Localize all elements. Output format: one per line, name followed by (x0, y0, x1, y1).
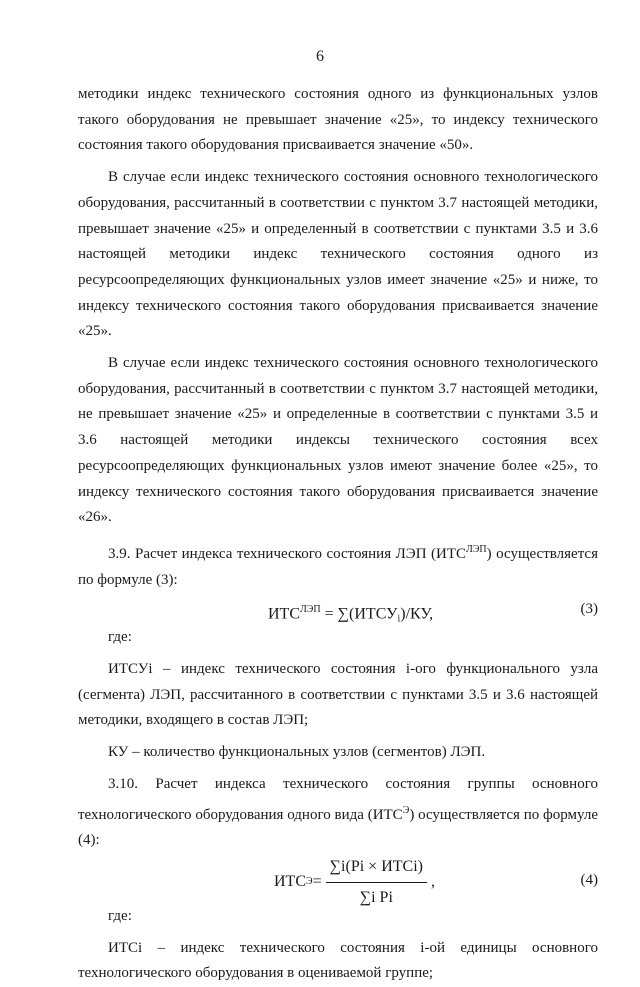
formula-4 (78, 854, 598, 904)
document-body (78, 82, 598, 987)
paragraph-case-1: В случае если индекс технического состояния основного технологического оборудования, рассчитанный в соответствии с пунктом 3.7 настоящей методики, превышает значение «25» и определенный в соответствии с пунктами 3.5 и 3.6 настоящей методики индекс технического состояния одного из ресурсоопределяющих функциональных узлов имеет значение «25» и ниже, то индексу технического состояния такого оборудования присваивается значение «25». (78, 169, 598, 340)
paragraph-continuation: методики индекс технического состояния одного из функциональных узлов такого оборудования не превышает значение «25», то индексу технического состояния такого оборудования присваивается значение «50». (78, 86, 598, 154)
formula-3-expression: $ИТС^{ЛЭП}$ = $\sum(ИТСУ_i)/КУ$, (268, 604, 434, 625)
definition-itsui: ИТСУi – индекс технического состояния i-ого функционального узла (сегмента) ЛЭП, рассчитанного в соответствии с пунктами 3.5 и 3.6 настоящей методики, входящего в состав ЛЭП; (78, 661, 598, 729)
formula-3 (78, 593, 598, 625)
formula-4-fraction (326, 854, 427, 910)
paragraph-case-2: В случае если индекс технического состояния основного технологического оборудования, рассчитанный в соответствии с пунктом 3.7 настоящей методики, не превышает значение «25» и определенные в соответствии с пунктами 3.5 и 3.6 настоящей методики индексы технического состояния всех ресурсоопределяющих функциональных узлов имеют значение более «25», то индексу технического состояния такого оборудования присваивается значение «26». (78, 355, 598, 526)
formula-4-numerator: ∑i(Pi × ИТСi) (326, 854, 427, 883)
formula-4-number: (4) (580, 871, 598, 888)
formula-4-denominator: ∑i Pi (359, 888, 393, 906)
sup-e: Э (402, 804, 410, 816)
where-label-1: где: (108, 629, 132, 646)
definition-itsi: ИТСi – индекс технического состояния i-ой единицы основного технологического оборудования в оцениваемой группе; (78, 939, 598, 982)
paragraph-3-10: 3.10. Расчет индекса технического состояния группы основного технологического оборудования одного вида $(ИТС^Э)$ осуществляется по формуле (4): (78, 775, 598, 849)
definition-ku: КУ – количество функциональных узлов (сегментов) ЛЭП. (108, 744, 486, 761)
page-number: 6 (316, 48, 324, 65)
paragraph-3-9: 3.9. Расчет индекса технического состояния ЛЭП $(ИТС^{ЛЭП})$ осуществляется по формуле (3): (78, 543, 598, 588)
formula-3-number: (3) (580, 601, 598, 618)
sup-lep: ЛЭП (466, 543, 487, 555)
formula-4-expression: ИТС Э = $\frac{\text{∑i(Pi × ИТСi)}}{\text{∑i Pi}}$ , (274, 854, 435, 910)
where-label-2: где: (108, 907, 132, 924)
